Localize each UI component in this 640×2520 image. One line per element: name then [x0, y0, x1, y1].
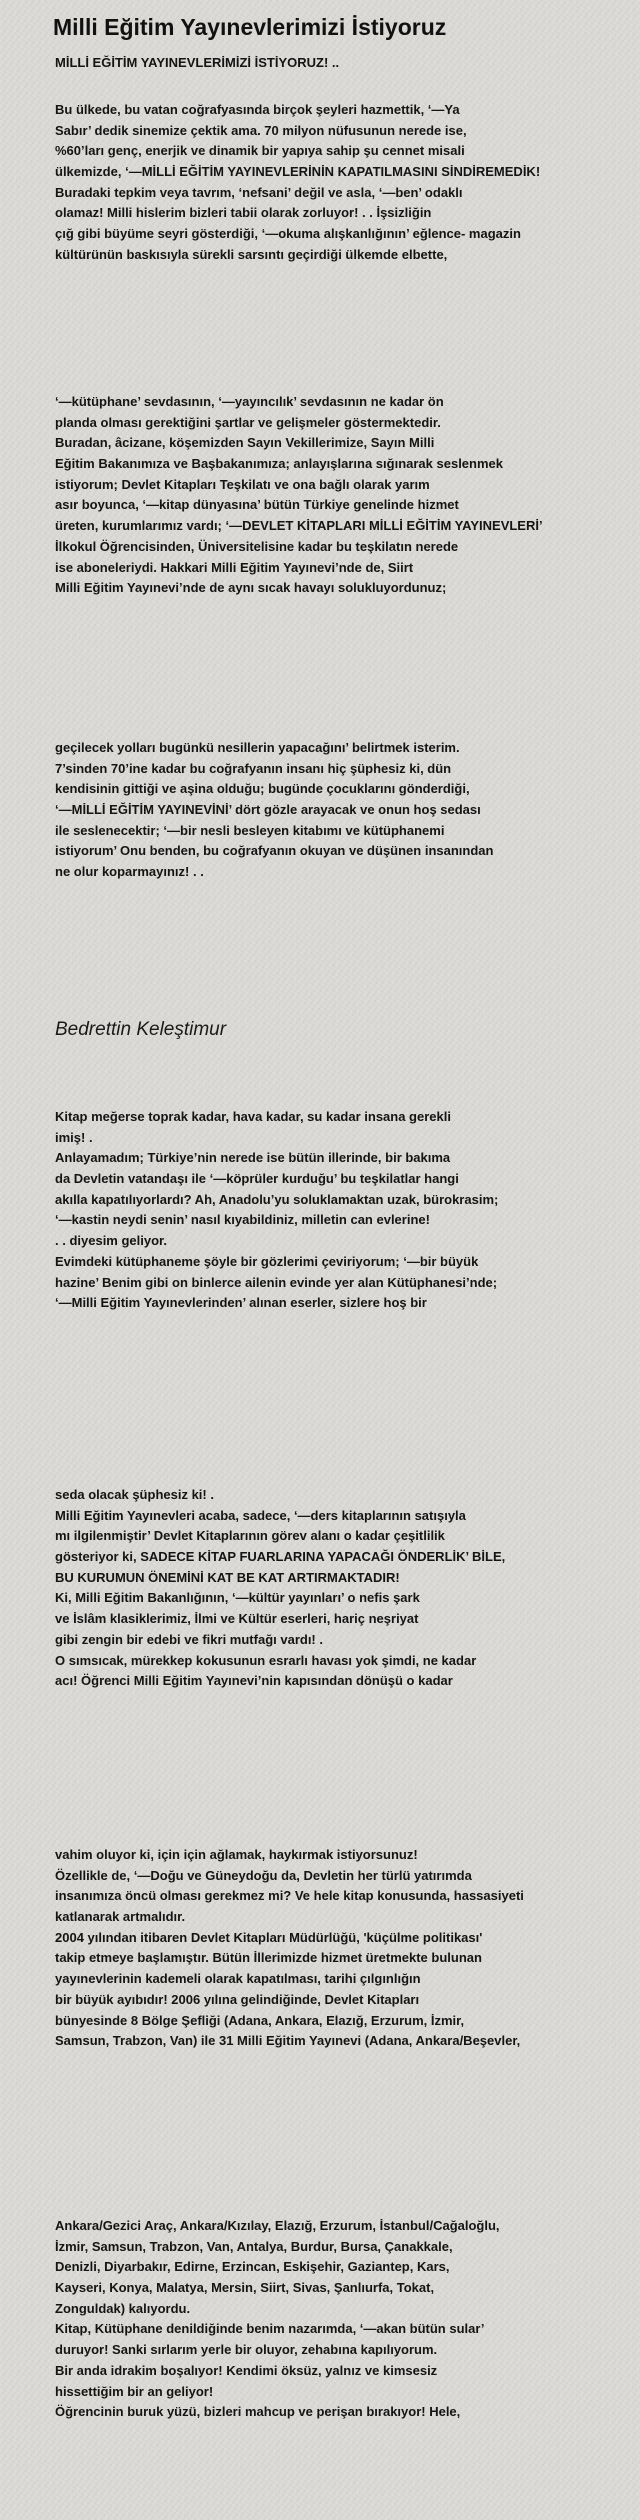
text-line: istiyorum’ Onu benden, bu coğrafyanın okuyan ve düşünen insanından [55, 843, 494, 859]
text-line: kendisinin gittiği ve aşina olduğu; bugünde çocuklarını gönderdiği, [55, 781, 470, 797]
text-line: imiş! . [55, 1129, 93, 1145]
text-line: hissettiğim bir an geliyor! [55, 2383, 214, 2399]
text-line: bir büyük ayıbıdır! 2006 yılına gelindiğinde, Devlet Kitapları [55, 1991, 420, 2007]
text-line: ile seslenecektir; ‘—bir nesli besleyen kitabımı ve kütüphanemi [55, 822, 445, 838]
text-line: Ankara/Gezici Araç, Ankara/Kızılay, Elazığ, Erzurum, İstanbul/Cağaloğlu, [55, 2218, 500, 2233]
text-line: ‘—kütüphane’ sevdasının, ‘—yayıncılık’ sevdasının ne kadar ön [55, 394, 444, 409]
text-line: İzmir, Samsun, Trabzon, Van, Antalya, Burdur, Bursa, Çanakkale, [55, 2238, 453, 2254]
text-line: insanımıza öncü olması gerekmez mi? Ve hele kitap konusunda, hassasiyeti [55, 1888, 524, 1904]
paragraph-6 [55, 1845, 640, 2052]
paragraph-5 [55, 1485, 640, 1692]
paragraph-4 [55, 1107, 640, 1314]
text-line: ülkemizde, ‘—MİLLİ EĞİTİM YAYINEVLERİNİN KAPATILMASINI SİNDİREMEDİK! [55, 164, 541, 180]
text-line: Samsun, Trabzon, Van) ile 31 Milli Eğitim Yayınevi (Adana, Ankara/Beşevler, [55, 2033, 521, 2049]
text-line: Buradaki tepkim veya tavrım, ‘nefsani’ değil ve asla, ‘—ben’ odaklı [55, 184, 463, 200]
text-line: bünyesinde 8 Bölge Şefliği (Adana, Ankara, Elazığ, Erzurum, İzmir, [55, 2012, 465, 2028]
text-line: Öğrencinin buruk yüzü, bizleri mahcup ve perişan bırakıyor! Hele, [55, 2404, 461, 2420]
text-line: 7’sinden 70’ine kadar bu coğrafyanın insanı hiç şüphesiz ki, dün [55, 760, 452, 776]
article-title: Milli Eğitim Yayınevlerimizi İstiyoruz [53, 14, 447, 40]
text-line: Zonguldak) kalıyordu. [55, 2300, 191, 2316]
text-line: akılla kapatılıyorlardı? Ah, Anadolu’yu soluklamaktan uzak, bürokrasim; [55, 1191, 499, 1207]
text-line: duruyor! Sanki sırlarım yerle bir oluyor, zehabına kapılıyorum. [55, 2342, 438, 2358]
text-line: Kitap, Kütüphane denildiğinde benim nazarımda, ‘—akan bütün sular’ [55, 2321, 485, 2337]
text-line: 2004 yılından itibaren Devlet Kitapları Müdürlüğü, 'küçülme politikası' [55, 1929, 483, 1945]
text-line: Kayseri, Konya, Malatya, Mersin, Siirt, Sivas, Şanlıurfa, Tokat, [55, 2280, 435, 2296]
text-line: ‘—Milli Eğitim Yayınevlerinden’ alınan eserler, sizlere hoş bir [55, 1295, 427, 1311]
text-line: Denizli, Diyarbakır, Edirne, Erzincan, Eskişehir, Gaziantep, Kars, [55, 2259, 450, 2275]
text-line: . . diyesim geliyor. [55, 1233, 167, 1249]
text-line: acı! Öğrenci Milli Eğitim Yayınevi’nin kapısından dönüşü o kadar [55, 1673, 453, 1689]
text-line: Özellikle de, ‘—Doğu ve Güneydoğu da, Devletin her türlü yatırımda [55, 1867, 472, 1883]
text-line: yayınevlerinin kademeli olarak kapatılması, tarihi çılgınlığın [55, 1971, 421, 1987]
text-line: BU KURUMUN ÖNEMİNİ KAT BE KAT ARTIRMAKTADIR! [55, 1569, 400, 1585]
text-line: gibi zengin bir edebi ve fikri mutfağı vardı! . [55, 1631, 323, 1647]
text-line: Sabır’ dedik sinemize çektik ama. 70 milyon nüfusunun nerede ise, [55, 122, 467, 138]
text-line: Kitap meğerse toprak kadar, hava kadar, su kadar insana gerekli [55, 1109, 451, 1124]
author-signature: Bedrettin Keleştimur [55, 1019, 227, 1040]
paragraph-1 [55, 100, 640, 266]
text-line: Anlayamadım; Türkiye’nin nerede ise bütün illerinde, bir bakıma [55, 1150, 451, 1166]
text-line: seda olacak şüphesiz ki! . [55, 1487, 214, 1502]
text-line: mı ilgilenmiştir’ Devlet Kitaplarının görev alanı o kadar çeşitlilik [55, 1528, 445, 1544]
text-line: hazine’ Benim gibi on binlerce ailenin evinde yer alan Kütüphanesi’nde; [55, 1274, 498, 1290]
text-line: Evimdeki kütüphaneme şöyle bir gözlerimi çeviriyorum; ‘—bir büyük [55, 1253, 479, 1269]
text-line: planda olması gerektiğini şartlar ve gelişmeler göstermektedir. [55, 414, 441, 430]
text-line: O sımsıcak, mürekkep kokusunun esrarlı havası yok şimdi, ne kadar [55, 1652, 477, 1668]
text-line: ‘—kastin neydi senin’ nasıl kıyabildiniz, milletin can evlerine! [55, 1212, 430, 1228]
text-line: üreten, kurumlarımız vardı; ‘—DEVLET KİTAPLARI MİLLİ EĞİTİM YAYINEVLERİ’ [55, 518, 543, 534]
text-line: vahim oluyor ki, için için ağlamak, haykırmak istiyorsunuz! [55, 1847, 418, 1862]
text-line: geçilecek yolları bugünkü nesillerin yapacağını’ belirtmek isterim. [55, 740, 460, 755]
text-line: olamaz! Milli hislerim bizleri tabii olarak zorluyor! . . İşsizliğin [55, 205, 432, 221]
paragraph-3 [55, 738, 640, 883]
text-line: Milli Eğitim Yayınevi’nde de aynı sıcak havayı solukluyordunuz; [55, 580, 447, 596]
paragraph-7 [55, 2216, 640, 2423]
text-line: İlkokul Öğrencisinden, Üniversitelisine kadar bu teşkilatın nerede [55, 538, 459, 554]
text-line: çığ gibi büyüme seyri gösterdiği, ‘—okuma alışkanlığının’ eğlence- magazin [55, 226, 521, 242]
text-line: Buradan, âcizane, köşemizden Sayın Vekillerimize, Sayın Milli [55, 435, 435, 451]
text-line: ne olur koparmayınız! . . [55, 864, 204, 880]
text-line: katlanarak artmalıdır. [55, 1909, 186, 1925]
text-line: Milli Eğitim Yayınevleri acaba, sadece, ‘—ders kitaplarının satışıyla [55, 1507, 466, 1523]
text-line: istiyorum; Devlet Kitapları Teşkilatı ve ona bağlı olarak yarım [55, 476, 430, 492]
paragraph-2 [55, 392, 640, 599]
text-line: gösteriyor ki, SADECE KİTAP FUARLARINA YAPACAĞI ÖNDERLİK’ BİLE, [55, 1549, 506, 1565]
text-line: takip etmeye başlamıştır. Bütün İllerimizde hizmet üretmekte bulunan [55, 1950, 482, 1966]
text-line: ise aboneleriydi. Hakkari Milli Eğitim Yayınevi’nde de, Siirt [55, 559, 414, 575]
text-line: da Devletin vatandaşı ile ‘—köprüler kurduğu’ bu teşkilatlar hangi [55, 1171, 459, 1187]
text-line: ve İslâm klasiklerimiz, İlmi ve Kültür eserleri, hariç neşriyat [55, 1611, 419, 1627]
text-line: %60’ları genç, enerjik ve dinamik bir yapıya sahip şu cennet misali [55, 143, 465, 159]
text-line: Bir anda idrakim boşalıyor! Kendimi öksüz, yalnız ve kimsesiz [55, 2362, 438, 2378]
text-line: ‘—MİLLİ EĞİTİM YAYINEVİNİ’ dört gözle arayacak ve onun hoş sedası [55, 802, 481, 818]
article-subtitle: MİLLİ EĞİTİM YAYINEVLERİMİZİ İSTİYORUZ! .. [55, 55, 340, 70]
text-line: Bu ülkede, bu vatan coğrafyasında birçok şeyleri hazmettik, ‘—Ya [55, 102, 460, 117]
text-line: Ki, Milli Eğitim Bakanlığının, ‘—kültür yayınları’ o nefis şark [55, 1590, 420, 1606]
text-line: Eğitim Bakanımıza ve Başbakanımıza; anlayışlarına sığınarak seslenmek [55, 456, 503, 472]
text-line: asır boyunca, ‘—kitap dünyasına’ bütün Türkiye genelinde hizmet [55, 497, 459, 513]
text-line: kültürünün baskısıyla sürekli sarsıntı geçirdiği ülkemde elbette, [55, 246, 448, 262]
